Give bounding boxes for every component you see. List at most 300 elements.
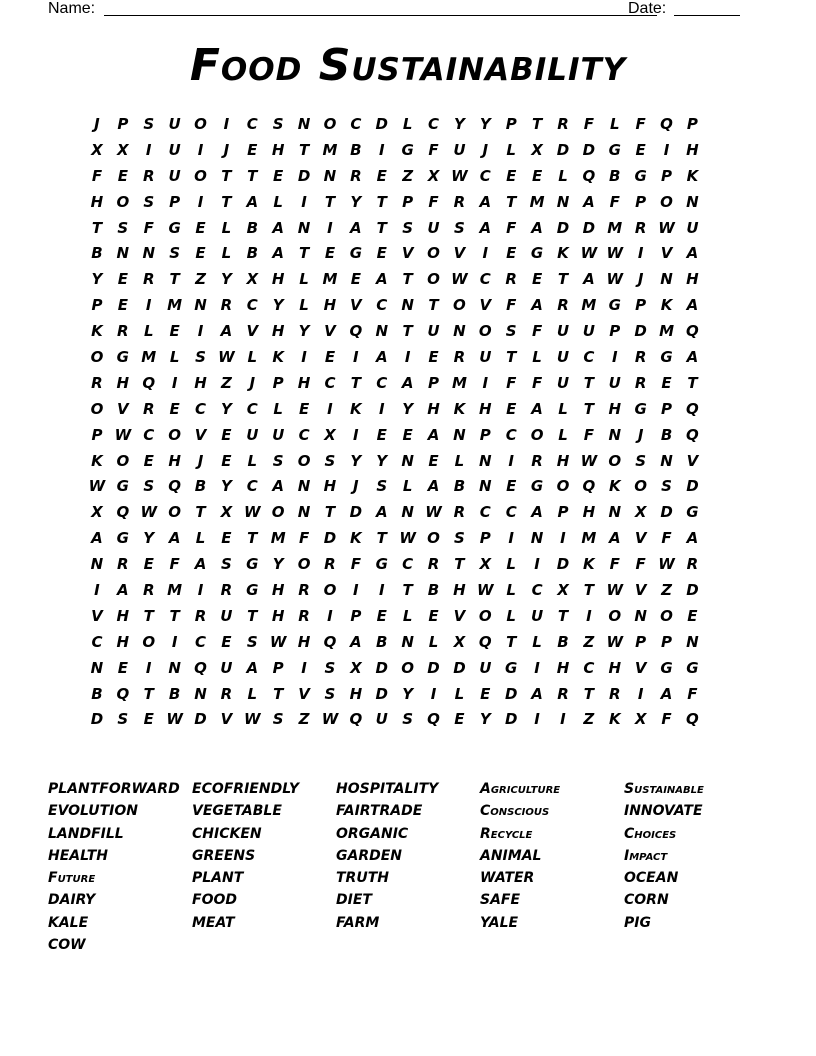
grid-cell[interactable]: V bbox=[634, 581, 647, 600]
grid-cell[interactable]: G bbox=[505, 658, 518, 677]
grid-cell[interactable]: Z bbox=[220, 373, 232, 392]
grid-cell[interactable]: W bbox=[88, 477, 106, 496]
grid-cell[interactable]: B bbox=[91, 244, 103, 263]
grid-cell[interactable]: Y bbox=[220, 477, 232, 496]
grid-cell[interactable]: T bbox=[91, 218, 103, 237]
grid-cell[interactable]: B bbox=[350, 140, 362, 159]
grid-cell[interactable]: E bbox=[143, 555, 154, 574]
grid-cell[interactable]: N bbox=[194, 296, 207, 315]
grid-cell[interactable]: G bbox=[634, 399, 647, 418]
grid-cell[interactable]: T bbox=[298, 244, 310, 263]
grid-cell[interactable]: L bbox=[143, 322, 154, 341]
grid-cell[interactable]: E bbox=[428, 348, 439, 367]
grid-cell[interactable]: L bbox=[506, 140, 516, 159]
grid-cell[interactable]: M bbox=[167, 581, 183, 600]
grid-cell[interactable]: F bbox=[531, 322, 543, 341]
grid-cell[interactable]: A bbox=[350, 218, 362, 237]
grid-cell[interactable]: A bbox=[117, 581, 129, 600]
grid-cell[interactable]: L bbox=[247, 348, 258, 367]
grid-cell[interactable]: R bbox=[505, 270, 517, 289]
grid-cell[interactable]: U bbox=[582, 322, 595, 341]
grid-cell[interactable]: E bbox=[350, 270, 361, 289]
grid-cell[interactable]: E bbox=[324, 244, 336, 263]
grid-cell[interactable]: Y bbox=[220, 399, 232, 418]
grid-cell[interactable]: A bbox=[427, 425, 440, 444]
grid-cell[interactable]: F bbox=[506, 296, 517, 315]
grid-cell[interactable]: X bbox=[91, 140, 103, 159]
grid-cell[interactable]: H bbox=[168, 451, 181, 470]
grid-cell[interactable]: O bbox=[142, 632, 156, 651]
grid-cell[interactable]: T bbox=[195, 503, 206, 522]
grid-cell[interactable]: T bbox=[506, 192, 517, 211]
grid-cell[interactable]: Q bbox=[686, 710, 699, 729]
grid-cell[interactable]: N bbox=[479, 477, 492, 496]
grid-cell[interactable]: W bbox=[166, 710, 183, 729]
grid-cell[interactable]: T bbox=[221, 192, 232, 211]
grid-cell[interactable]: F bbox=[635, 555, 646, 574]
grid-cell[interactable]: G bbox=[608, 296, 621, 315]
grid-cell[interactable]: E bbox=[169, 399, 180, 418]
grid-cell[interactable]: T bbox=[298, 140, 310, 159]
grid-cell[interactable]: C bbox=[583, 658, 595, 677]
grid-cell[interactable]: D bbox=[556, 140, 570, 159]
grid-cell[interactable]: U bbox=[246, 425, 259, 444]
grid-cell[interactable]: G bbox=[660, 658, 673, 677]
grid-cell[interactable]: U bbox=[427, 218, 440, 237]
grid-cell[interactable]: O bbox=[608, 451, 622, 470]
grid-cell[interactable]: T bbox=[583, 581, 594, 600]
grid-cell[interactable]: N bbox=[686, 192, 699, 211]
grid-cell[interactable]: U bbox=[479, 658, 492, 677]
grid-cell[interactable]: I bbox=[301, 348, 307, 367]
grid-cell[interactable]: D bbox=[660, 503, 673, 522]
grid-cell[interactable]: Q bbox=[686, 425, 699, 444]
grid-cell[interactable]: W bbox=[658, 555, 675, 574]
grid-cell[interactable]: W bbox=[244, 710, 261, 729]
grid-cell[interactable]: O bbox=[608, 606, 622, 625]
grid-cell[interactable]: L bbox=[247, 451, 258, 470]
grid-cell[interactable]: P bbox=[169, 192, 181, 211]
grid-cell[interactable]: L bbox=[169, 348, 180, 367]
grid-cell[interactable]: I bbox=[663, 140, 670, 159]
grid-cell[interactable]: A bbox=[686, 529, 699, 548]
grid-cell[interactable]: L bbox=[273, 192, 283, 211]
grid-cell[interactable]: K bbox=[350, 529, 362, 548]
grid-cell[interactable]: G bbox=[686, 658, 699, 677]
grid-cell[interactable]: C bbox=[246, 399, 258, 418]
grid-cell[interactable]: E bbox=[117, 166, 128, 185]
grid-cell[interactable]: A bbox=[531, 399, 543, 418]
grid-cell[interactable]: P bbox=[609, 322, 621, 341]
grid-cell[interactable]: P bbox=[91, 425, 103, 444]
grid-cell[interactable]: J bbox=[223, 140, 230, 159]
grid-cell[interactable]: X bbox=[117, 140, 129, 159]
grid-cell[interactable]: O bbox=[556, 477, 570, 496]
grid-cell[interactable]: X bbox=[427, 166, 440, 185]
grid-cell[interactable]: V bbox=[453, 244, 466, 263]
grid-cell[interactable]: V bbox=[350, 296, 362, 315]
grid-cell[interactable]: N bbox=[297, 115, 311, 133]
grid-cell[interactable]: Z bbox=[583, 710, 595, 729]
grid-cell[interactable]: C bbox=[479, 503, 491, 522]
grid-cell[interactable]: I bbox=[482, 244, 489, 263]
grid-cell[interactable]: U bbox=[168, 166, 181, 185]
grid-cell[interactable]: P bbox=[686, 115, 698, 133]
grid-cell[interactable]: O bbox=[427, 529, 440, 548]
grid-cell[interactable]: D bbox=[323, 529, 337, 548]
grid-cell[interactable]: G bbox=[608, 140, 621, 159]
grid-cell[interactable]: S bbox=[246, 632, 258, 651]
grid-cell[interactable]: E bbox=[635, 140, 646, 159]
grid-cell[interactable]: R bbox=[91, 373, 103, 392]
grid-cell[interactable]: S bbox=[117, 218, 129, 237]
grid-cell[interactable]: W bbox=[606, 270, 624, 289]
grid-cell[interactable]: W bbox=[425, 503, 442, 522]
grid-cell[interactable]: E bbox=[506, 166, 517, 185]
grid-cell[interactable]: B bbox=[246, 244, 258, 263]
grid-cell[interactable]: C bbox=[583, 348, 595, 367]
grid-cell[interactable]: S bbox=[324, 658, 336, 677]
grid-cell[interactable]: T bbox=[247, 606, 258, 625]
grid-cell[interactable]: A bbox=[272, 477, 284, 496]
grid-cell[interactable]: F bbox=[583, 115, 594, 133]
grid-cell[interactable]: S bbox=[272, 710, 284, 729]
grid-cell[interactable]: E bbox=[506, 477, 517, 496]
grid-cell[interactable]: F bbox=[531, 373, 543, 392]
grid-cell[interactable]: J bbox=[637, 425, 644, 444]
grid-cell[interactable]: D bbox=[194, 710, 207, 729]
grid-cell[interactable]: L bbox=[558, 399, 568, 418]
grid-cell[interactable]: R bbox=[557, 115, 569, 133]
grid-cell[interactable]: C bbox=[350, 115, 362, 133]
grid-cell[interactable]: O bbox=[634, 477, 648, 496]
grid-cell[interactable]: Z bbox=[298, 710, 310, 729]
grid-cell[interactable]: A bbox=[220, 322, 233, 341]
grid-cell[interactable]: M bbox=[167, 296, 183, 315]
grid-cell[interactable]: W bbox=[269, 632, 287, 651]
grid-cell[interactable]: M bbox=[451, 373, 467, 392]
grid-cell[interactable]: T bbox=[557, 606, 569, 625]
grid-cell[interactable]: D bbox=[453, 658, 466, 677]
grid-cell[interactable]: D bbox=[375, 115, 388, 133]
grid-cell[interactable]: Y bbox=[453, 115, 465, 133]
grid-cell[interactable]: I bbox=[353, 425, 359, 444]
grid-cell[interactable]: T bbox=[428, 296, 439, 315]
grid-cell[interactable]: H bbox=[453, 581, 466, 600]
grid-cell[interactable]: E bbox=[221, 425, 232, 444]
grid-cell[interactable]: R bbox=[298, 606, 310, 625]
grid-cell[interactable]: A bbox=[686, 296, 699, 315]
grid-cell[interactable]: T bbox=[376, 218, 387, 237]
grid-cell[interactable]: P bbox=[479, 529, 491, 548]
grid-cell[interactable]: E bbox=[247, 140, 258, 159]
grid-cell[interactable]: J bbox=[353, 477, 359, 496]
grid-cell[interactable]: N bbox=[297, 477, 311, 496]
grid-cell[interactable]: E bbox=[273, 166, 284, 185]
grid-cell[interactable]: K bbox=[660, 296, 673, 315]
grid-cell[interactable]: E bbox=[221, 451, 232, 470]
grid-cell[interactable]: S bbox=[635, 451, 647, 470]
grid-cell[interactable]: Z bbox=[402, 166, 414, 185]
grid-cell[interactable]: X bbox=[634, 503, 647, 522]
grid-cell[interactable]: W bbox=[140, 503, 157, 522]
grid-cell[interactable]: N bbox=[479, 451, 492, 470]
grid-cell[interactable]: J bbox=[94, 115, 100, 133]
grid-cell[interactable]: I bbox=[534, 555, 540, 574]
grid-cell[interactable]: A bbox=[401, 373, 414, 392]
grid-cell[interactable]: F bbox=[350, 555, 361, 574]
grid-cell[interactable]: T bbox=[376, 529, 387, 548]
grid-cell[interactable]: L bbox=[221, 244, 232, 263]
grid-cell[interactable]: I bbox=[223, 115, 230, 133]
grid-cell[interactable]: U bbox=[686, 218, 699, 237]
grid-cell[interactable]: M bbox=[581, 529, 597, 548]
grid-cell[interactable]: J bbox=[637, 270, 644, 289]
grid-cell[interactable]: S bbox=[402, 218, 414, 237]
grid-cell[interactable]: I bbox=[197, 581, 204, 600]
grid-cell[interactable]: J bbox=[197, 451, 204, 470]
grid-cell[interactable]: T bbox=[402, 270, 413, 289]
grid-cell[interactable]: Q bbox=[168, 477, 181, 496]
grid-cell[interactable]: B bbox=[609, 166, 621, 185]
grid-cell[interactable]: R bbox=[142, 581, 155, 600]
grid-cell[interactable]: F bbox=[635, 115, 646, 133]
grid-cell[interactable]: E bbox=[661, 373, 672, 392]
grid-cell[interactable]: C bbox=[531, 581, 543, 600]
grid-cell[interactable]: N bbox=[90, 658, 104, 677]
grid-cell[interactable]: A bbox=[531, 503, 543, 522]
grid-cell[interactable]: X bbox=[246, 270, 259, 289]
grid-cell[interactable]: I bbox=[560, 529, 566, 548]
grid-cell[interactable]: X bbox=[91, 503, 103, 522]
grid-cell[interactable]: E bbox=[169, 322, 180, 341]
grid-cell[interactable]: F bbox=[428, 192, 439, 211]
grid-cell[interactable]: Z bbox=[583, 632, 595, 651]
grid-cell[interactable]: V bbox=[91, 606, 103, 625]
grid-cell[interactable]: N bbox=[556, 192, 570, 211]
grid-cell[interactable]: K bbox=[350, 399, 362, 418]
grid-cell[interactable]: Q bbox=[116, 503, 130, 522]
grid-cell[interactable]: I bbox=[586, 606, 592, 625]
grid-cell[interactable]: N bbox=[90, 555, 104, 574]
grid-cell[interactable]: V bbox=[298, 684, 310, 703]
grid-cell[interactable]: H bbox=[116, 606, 130, 625]
grid-cell[interactable]: H bbox=[479, 399, 492, 418]
grid-cell[interactable]: Y bbox=[220, 270, 232, 289]
grid-cell[interactable]: R bbox=[194, 606, 207, 625]
grid-cell[interactable]: H bbox=[608, 399, 622, 418]
grid-cell[interactable]: T bbox=[557, 270, 569, 289]
grid-cell[interactable]: N bbox=[401, 503, 414, 522]
grid-cell[interactable]: N bbox=[142, 244, 155, 263]
grid-cell[interactable]: P bbox=[402, 192, 414, 211]
grid-cell[interactable]: E bbox=[531, 166, 543, 185]
grid-cell[interactable]: N bbox=[608, 425, 622, 444]
grid-cell[interactable]: G bbox=[246, 581, 259, 600]
grid-cell[interactable]: A bbox=[272, 218, 284, 237]
grid-cell[interactable]: B bbox=[660, 425, 673, 444]
grid-cell[interactable]: K bbox=[608, 710, 621, 729]
grid-cell[interactable]: H bbox=[271, 581, 285, 600]
grid-cell[interactable]: N bbox=[168, 658, 181, 677]
grid-cell[interactable]: V bbox=[194, 425, 207, 444]
grid-cell[interactable]: S bbox=[143, 477, 155, 496]
grid-cell[interactable]: B bbox=[557, 632, 569, 651]
grid-cell[interactable]: U bbox=[556, 373, 570, 392]
grid-cell[interactable]: S bbox=[402, 710, 414, 729]
grid-cell[interactable]: L bbox=[558, 425, 568, 444]
grid-cell[interactable]: R bbox=[634, 373, 647, 392]
grid-cell[interactable]: W bbox=[451, 270, 468, 289]
grid-cell[interactable]: E bbox=[454, 710, 465, 729]
grid-cell[interactable]: W bbox=[399, 529, 416, 548]
grid-cell[interactable]: T bbox=[583, 399, 594, 418]
grid-cell[interactable]: F bbox=[661, 710, 672, 729]
grid-cell[interactable]: M bbox=[270, 529, 286, 548]
grid-cell[interactable]: O bbox=[660, 606, 673, 625]
grid-cell[interactable]: E bbox=[376, 244, 387, 263]
grid-cell[interactable]: W bbox=[321, 710, 339, 729]
grid-cell[interactable]: B bbox=[453, 477, 466, 496]
grid-cell[interactable]: V bbox=[117, 399, 129, 418]
grid-cell[interactable]: Y bbox=[376, 451, 388, 470]
grid-cell[interactable]: L bbox=[247, 684, 258, 703]
grid-cell[interactable]: M bbox=[581, 296, 597, 315]
grid-cell[interactable]: J bbox=[249, 373, 256, 392]
grid-cell[interactable]: Q bbox=[582, 166, 596, 185]
grid-cell[interactable]: O bbox=[323, 581, 337, 600]
grid-cell[interactable]: L bbox=[532, 632, 542, 651]
grid-cell[interactable]: X bbox=[324, 425, 336, 444]
grid-cell[interactable]: N bbox=[634, 606, 647, 625]
grid-cell[interactable]: D bbox=[582, 218, 596, 237]
grid-cell[interactable]: V bbox=[324, 322, 336, 341]
grid-cell[interactable]: E bbox=[376, 606, 387, 625]
grid-cell[interactable]: C bbox=[376, 296, 388, 315]
grid-cell[interactable]: Q bbox=[427, 710, 440, 729]
grid-cell[interactable]: R bbox=[220, 684, 233, 703]
grid-cell[interactable]: C bbox=[505, 425, 517, 444]
grid-cell[interactable]: E bbox=[506, 399, 517, 418]
grid-cell[interactable]: A bbox=[272, 244, 284, 263]
grid-cell[interactable]: L bbox=[558, 166, 568, 185]
grid-cell[interactable]: X bbox=[350, 658, 362, 677]
grid-cell[interactable]: K bbox=[557, 244, 569, 263]
grid-cell[interactable]: E bbox=[402, 425, 413, 444]
grid-cell[interactable]: H bbox=[90, 192, 104, 211]
grid-cell[interactable]: D bbox=[349, 503, 363, 522]
grid-cell[interactable]: I bbox=[378, 399, 385, 418]
grid-cell[interactable]: Q bbox=[349, 710, 363, 729]
grid-cell[interactable]: O bbox=[427, 244, 440, 263]
grid-cell[interactable]: A bbox=[531, 684, 543, 703]
grid-cell[interactable]: C bbox=[505, 503, 517, 522]
grid-cell[interactable]: I bbox=[197, 322, 204, 341]
grid-cell[interactable]: H bbox=[323, 477, 337, 496]
grid-cell[interactable]: U bbox=[220, 606, 233, 625]
grid-cell[interactable]: D bbox=[504, 710, 518, 729]
grid-cell[interactable]: D bbox=[375, 684, 388, 703]
grid-cell[interactable]: R bbox=[557, 684, 569, 703]
grid-cell[interactable]: Y bbox=[479, 115, 491, 133]
grid-cell[interactable]: D bbox=[582, 140, 596, 159]
grid-cell[interactable]: I bbox=[353, 348, 359, 367]
grid-cell[interactable]: H bbox=[194, 373, 207, 392]
grid-cell[interactable]: R bbox=[298, 581, 310, 600]
grid-cell[interactable]: S bbox=[661, 477, 672, 496]
grid-cell[interactable]: O bbox=[478, 606, 492, 625]
grid-cell[interactable]: L bbox=[506, 581, 516, 600]
grid-cell[interactable]: Y bbox=[402, 684, 414, 703]
grid-cell[interactable]: N bbox=[530, 529, 544, 548]
grid-cell[interactable]: K bbox=[91, 322, 103, 341]
grid-cell[interactable]: Q bbox=[686, 399, 699, 418]
grid-cell[interactable]: P bbox=[635, 296, 647, 315]
grid-cell[interactable]: A bbox=[479, 192, 492, 211]
grid-cell[interactable]: Q bbox=[142, 373, 156, 392]
grid-cell[interactable]: T bbox=[687, 373, 698, 392]
grid-cell[interactable]: N bbox=[660, 270, 673, 289]
grid-cell[interactable]: A bbox=[246, 192, 259, 211]
grid-cell[interactable]: T bbox=[402, 581, 413, 600]
grid-cell[interactable]: C bbox=[246, 115, 258, 133]
grid-cell[interactable]: E bbox=[143, 710, 154, 729]
grid-cell[interactable]: G bbox=[116, 529, 129, 548]
grid-cell[interactable]: M bbox=[322, 270, 338, 289]
grid-cell[interactable]: T bbox=[324, 503, 336, 522]
grid-cell[interactable]: E bbox=[480, 684, 491, 703]
grid-cell[interactable]: C bbox=[195, 632, 207, 651]
grid-cell[interactable]: P bbox=[479, 425, 491, 444]
grid-cell[interactable]: O bbox=[297, 555, 311, 574]
grid-cell[interactable]: R bbox=[453, 348, 466, 367]
grid-cell[interactable]: S bbox=[454, 529, 465, 548]
grid-cell[interactable]: K bbox=[686, 166, 699, 185]
grid-cell[interactable]: L bbox=[273, 399, 283, 418]
grid-cell[interactable]: V bbox=[479, 296, 492, 315]
grid-cell[interactable]: Y bbox=[298, 322, 310, 341]
grid-cell[interactable]: B bbox=[427, 581, 440, 600]
grid-cell[interactable]: D bbox=[556, 218, 570, 237]
grid-cell[interactable]: L bbox=[402, 115, 413, 133]
grid-cell[interactable]: H bbox=[297, 373, 311, 392]
grid-cell[interactable]: N bbox=[297, 503, 311, 522]
grid-cell[interactable]: E bbox=[376, 166, 387, 185]
grid-cell[interactable]: A bbox=[375, 348, 388, 367]
grid-cell[interactable]: A bbox=[660, 684, 673, 703]
grid-cell[interactable]: I bbox=[611, 348, 618, 367]
grid-cell[interactable]: N bbox=[453, 322, 466, 341]
grid-cell[interactable]: S bbox=[143, 192, 155, 211]
grid-cell[interactable]: T bbox=[143, 684, 154, 703]
grid-cell[interactable]: C bbox=[479, 166, 491, 185]
grid-cell[interactable]: G bbox=[168, 218, 181, 237]
grid-cell[interactable]: I bbox=[482, 373, 489, 392]
grid-cell[interactable]: Y bbox=[91, 270, 103, 289]
grid-cell[interactable]: T bbox=[454, 555, 465, 574]
grid-cell[interactable]: W bbox=[218, 348, 235, 367]
grid-cell[interactable]: P bbox=[91, 296, 103, 315]
grid-cell[interactable]: T bbox=[221, 166, 232, 185]
grid-cell[interactable]: M bbox=[607, 218, 623, 237]
grid-cell[interactable]: W bbox=[244, 503, 261, 522]
grid-cell[interactable]: F bbox=[169, 555, 180, 574]
grid-cell[interactable]: K bbox=[583, 555, 595, 574]
grid-cell[interactable]: F bbox=[298, 529, 310, 548]
grid-cell[interactable]: O bbox=[90, 399, 104, 418]
grid-cell[interactable]: R bbox=[142, 399, 155, 418]
grid-cell[interactable]: B bbox=[91, 684, 103, 703]
